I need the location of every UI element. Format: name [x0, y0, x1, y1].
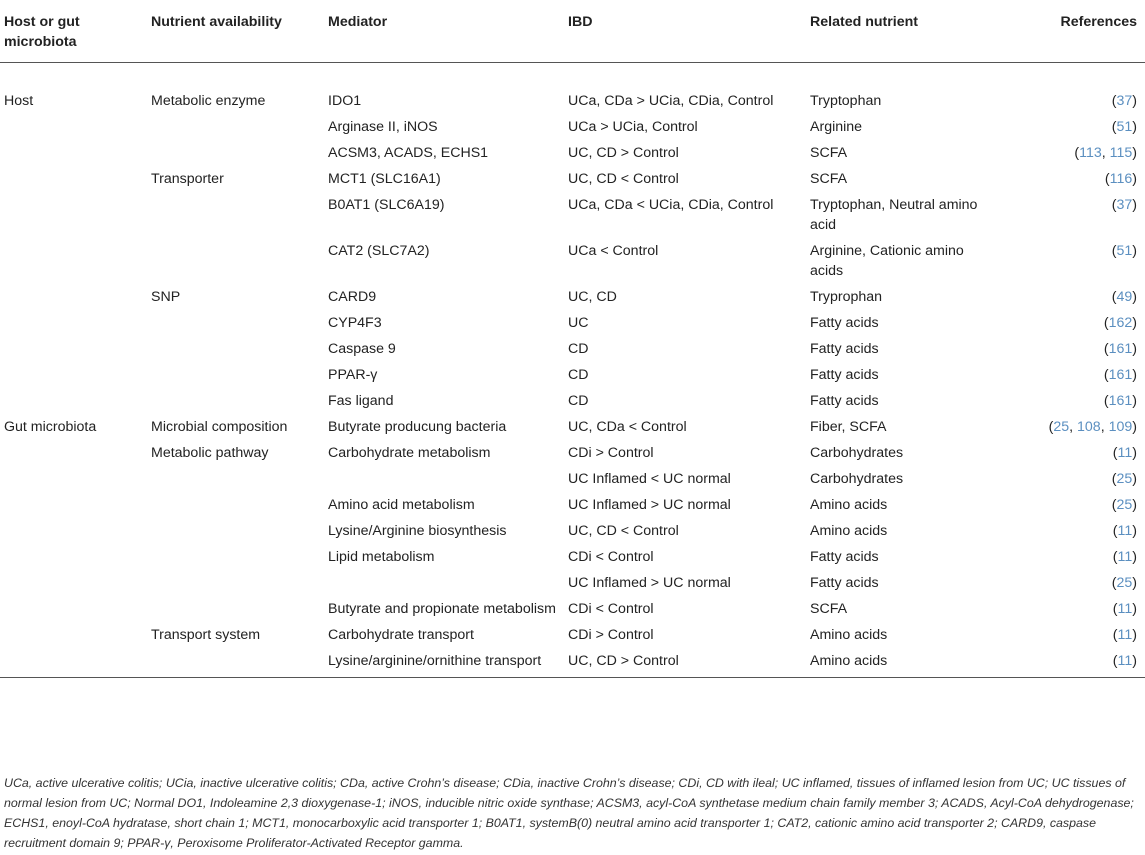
cell-related-nutrient: Fatty acids: [810, 549, 879, 565]
cell-mediator: Carbohydrate transport: [328, 627, 474, 643]
cell-ibd: UC, CD > Control: [568, 653, 679, 669]
reference-link[interactable]: 25: [1116, 497, 1133, 513]
cell-host: [0, 192, 147, 238]
cell-nutrient-availability: [147, 570, 324, 596]
reference-link[interactable]: 25: [1116, 471, 1133, 487]
reference-link[interactable]: 11: [1117, 523, 1133, 539]
cell-mediator: B0AT1 (SLC6A19): [328, 197, 445, 213]
cell-ibd: UC Inflamed < UC normal: [568, 471, 731, 487]
table-row: [0, 362, 1145, 388]
cell-related-nutrient: Tryptophan: [810, 93, 882, 109]
cell-host: [0, 238, 147, 284]
cell-related-nutrient: Arginine, Cationic amino acids: [810, 243, 964, 279]
cell-nutrient-availability: [147, 336, 324, 362]
header-host: Host or gut microbiota: [4, 14, 80, 50]
cell-related-nutrient: Amino acids: [810, 653, 888, 669]
cell-related-nutrient: SCFA: [810, 601, 848, 617]
header-nutrient: Nutrient availability: [151, 14, 282, 30]
cell-host: [0, 544, 147, 570]
cell-related-nutrient: Amino acids: [810, 497, 888, 513]
cell-mediator: IDO1: [328, 93, 362, 109]
cell-references: (51): [1111, 243, 1137, 259]
table-row: [0, 192, 1145, 238]
reference-link[interactable]: 51: [1116, 119, 1133, 135]
cell-mediator: PPAR-γ: [328, 367, 378, 383]
table-row: [0, 284, 1145, 310]
cell-ibd: UC, CD < Control: [568, 171, 679, 187]
table-row: [0, 570, 1145, 596]
reference-link[interactable]: 161: [1108, 367, 1133, 383]
cell-nutrient-availability: [147, 544, 324, 570]
cell-references: (25): [1111, 471, 1137, 487]
cell-ibd: CDi > Control: [568, 445, 654, 461]
table-row: [0, 140, 1145, 166]
cell-nutrient-availability: [147, 466, 324, 492]
cell-ibd: CDi < Control: [568, 601, 654, 617]
cell-related-nutrient: Fatty acids: [810, 315, 879, 331]
cell-host: [0, 596, 147, 622]
cell-ibd: UC, CD: [568, 289, 617, 305]
cell-mediator: Lysine/Arginine biosynthesis: [328, 523, 507, 539]
table-row: [0, 518, 1145, 544]
cell-related-nutrient: Fatty acids: [810, 341, 879, 357]
cell-related-nutrient: Fatty acids: [810, 575, 879, 591]
cell-nutrient-availability: [147, 596, 324, 622]
cell-mediator: Amino acid metabolism: [328, 497, 475, 513]
reference-link[interactable]: 11: [1117, 601, 1133, 617]
reference-link[interactable]: 116: [1109, 171, 1133, 187]
cell-references: (11): [1112, 445, 1137, 461]
cell-related-nutrient: Fatty acids: [810, 367, 879, 383]
table-row: [0, 63, 1145, 115]
cell-references: (116): [1104, 171, 1137, 187]
table-row: [0, 310, 1145, 336]
cell-related-nutrient: SCFA: [810, 145, 848, 161]
cell-nutrient-availability: [147, 192, 324, 238]
reference-link[interactable]: 51: [1116, 243, 1133, 259]
cell-ibd: UCa, CDa > UCia, CDia, Control: [568, 93, 774, 109]
header-row: [0, 0, 1145, 63]
reference-link[interactable]: 11: [1117, 445, 1133, 461]
cell-host: [0, 166, 147, 192]
cell-references: (51): [1111, 119, 1137, 135]
cell-references: (37): [1111, 93, 1137, 109]
reference-link[interactable]: 37: [1116, 197, 1133, 213]
table-row: [0, 238, 1145, 284]
cell-related-nutrient: Carbohydrates: [810, 445, 904, 461]
header-ibd: IBD: [568, 14, 593, 30]
cell-references: (11): [1112, 627, 1137, 643]
cell-mediator: [324, 570, 564, 596]
cell-references: (11): [1112, 601, 1137, 617]
reference-link[interactable]: 49: [1116, 289, 1133, 305]
table-row: [0, 596, 1145, 622]
cell-references: (37): [1111, 197, 1137, 213]
cell-related-nutrient: Tryptophan, Neutral amino acid: [810, 197, 978, 233]
reference-link[interactable]: 11: [1117, 549, 1133, 565]
cell-host: [0, 140, 147, 166]
cell-host: [0, 622, 147, 648]
cell-ibd: UCa, CDa < UCia, CDia, Control: [568, 197, 774, 213]
cell-ibd: UC Inflamed > UC normal: [568, 575, 731, 591]
cell-nutrient-availability: [147, 238, 324, 284]
cell-references: (11): [1112, 653, 1137, 669]
reference-link[interactable]: 161: [1108, 341, 1133, 357]
cell-nutrient-availability: [147, 140, 324, 166]
cell-ibd: CD: [568, 341, 589, 357]
cell-ibd: CD: [568, 393, 589, 409]
header-mediator: Mediator: [328, 14, 388, 30]
cell-references: (11): [1112, 549, 1137, 565]
cell-host: [0, 570, 147, 596]
reference-link[interactable]: 11: [1117, 653, 1133, 669]
cell-ibd: UC Inflamed > UC normal: [568, 497, 731, 513]
cell-nutrient-availability: [147, 648, 324, 678]
cell-references: (162): [1103, 315, 1137, 331]
cell-host: Host: [4, 93, 34, 109]
cell-nutrient-availability: [147, 388, 324, 414]
cell-ibd: UCa > UCia, Control: [568, 119, 698, 135]
cell-ibd: CDi > Control: [568, 627, 654, 643]
table-row: [0, 440, 1145, 466]
cell-nutrient-availability: SNP: [151, 289, 181, 305]
cell-mediator: ACSM3, ACADS, ECHS1: [328, 145, 489, 161]
cell-nutrient-availability: Transporter: [151, 171, 224, 187]
reference-link[interactable]: 11: [1117, 627, 1133, 643]
reference-link[interactable]: 25: [1053, 419, 1070, 435]
table-row: [0, 648, 1145, 678]
reference-link[interactable]: 113: [1079, 145, 1102, 161]
cell-mediator: MCT1 (SLC16A1): [328, 171, 441, 187]
table-row: [0, 544, 1145, 570]
reference-link[interactable]: 25: [1116, 575, 1133, 591]
cell-related-nutrient: Fiber, SCFA: [810, 419, 887, 435]
cell-ibd: UC: [568, 315, 589, 331]
cell-related-nutrient: Carbohydrates: [810, 471, 904, 487]
cell-mediator: Lysine/arginine/ornithine transport: [328, 653, 542, 669]
cell-mediator: Caspase 9: [328, 341, 396, 357]
cell-ibd: UCa < Control: [568, 243, 659, 259]
header-references: References: [1060, 14, 1137, 30]
cell-host: [0, 466, 147, 492]
cell-ibd: UC, CD > Control: [568, 145, 679, 161]
table-row: [0, 466, 1145, 492]
cell-references: (25): [1111, 575, 1137, 591]
table-row: [0, 114, 1145, 140]
reference-link[interactable]: 108: [1077, 419, 1101, 435]
cell-nutrient-availability: [147, 114, 324, 140]
cell-host: [0, 362, 147, 388]
cell-mediator: Fas ligand: [328, 393, 394, 409]
cell-references: (161): [1103, 367, 1137, 383]
cell-references: (113, 115): [1074, 145, 1137, 161]
reference-link[interactable]: 109: [1108, 419, 1133, 435]
cell-host: [0, 310, 147, 336]
table-row: [0, 166, 1145, 192]
cell-references: (25): [1111, 497, 1137, 513]
cell-host: [0, 284, 147, 310]
cell-host: [0, 492, 147, 518]
cell-references: (161): [1103, 341, 1137, 357]
cell-nutrient-availability: [147, 492, 324, 518]
cell-related-nutrient: Fatty acids: [810, 393, 879, 409]
cell-host: [0, 518, 147, 544]
cell-nutrient-availability: Microbial composition: [151, 419, 288, 435]
cell-mediator: Butyrate and propionate metabolism: [328, 601, 556, 617]
cell-ibd: UC, CDa < Control: [568, 419, 687, 435]
table-footnote: UCa, active ulcerative colitis; UCia, inactive ulcerative colitis; CDa, active Crohn’s disease; CDia, inactive Crohn’s disease; CDi, CD with ileal; UC inflamed, tissues of inflamed lesion from UC; UC tissues of normal lesion from UC; Normal DO1, Indoleamine 2,3 dioxygenase-1; iNOS, inducible nitric oxide synthase; ACSM3, acyl-CoA synthetase medium chain family member 3; ACADS, Acyl-CoA dehydrogenase; ECHS1, enoyl-CoA hydratase, short chain 1; MCT1, monocarboxylic acid transporter 1; B0AT1, systemB(0) neutral amino acid transporter 1; CAT2, cationic amino acid transporter 2; CARD9, caspase recruitment domain 9; PPAR-γ, Peroxisome Proliferator-Activated Receptor gamma.: [4, 776, 1134, 850]
cell-host: Gut microbiota: [4, 419, 97, 435]
cell-related-nutrient: Amino acids: [810, 523, 888, 539]
cell-host: [0, 648, 147, 678]
reference-link[interactable]: 115: [1109, 145, 1133, 161]
cell-host: [0, 336, 147, 362]
cell-host: [0, 114, 147, 140]
table-row: [0, 622, 1145, 648]
cell-ibd: CD: [568, 367, 589, 383]
cell-references: (161): [1103, 393, 1137, 409]
cell-references: (49): [1111, 289, 1137, 305]
cell-host: [0, 388, 147, 414]
cell-related-nutrient: SCFA: [810, 171, 848, 187]
table-row: [0, 492, 1145, 518]
cell-mediator: CAT2 (SLC7A2): [328, 243, 430, 259]
reference-link[interactable]: 161: [1108, 393, 1133, 409]
table-row: [0, 388, 1145, 414]
cell-mediator: Carbohydrate metabolism: [328, 445, 491, 461]
cell-nutrient-availability: Metabolic enzyme: [151, 93, 266, 109]
cell-ibd: UC, CD < Control: [568, 523, 679, 539]
table-header: [0, 0, 1145, 63]
reference-link[interactable]: 162: [1108, 315, 1133, 331]
table-body: [0, 63, 1145, 678]
cell-references: (11): [1112, 523, 1137, 539]
table-row: [0, 336, 1145, 362]
cell-mediator: CYP4F3: [328, 315, 382, 331]
cell-nutrient-availability: [147, 362, 324, 388]
cell-mediator: Butyrate producung bacteria: [328, 419, 507, 435]
cell-ibd: CDi < Control: [568, 549, 654, 565]
cell-mediator: Lipid metabolism: [328, 549, 435, 565]
table-row: [0, 414, 1145, 440]
cell-nutrient-availability: [147, 310, 324, 336]
cell-related-nutrient: Arginine: [810, 119, 863, 135]
cell-mediator: CARD9: [328, 289, 377, 305]
cell-nutrient-availability: Transport system: [151, 627, 261, 643]
cell-host: [0, 440, 147, 466]
reference-link[interactable]: 37: [1116, 93, 1133, 109]
header-related-nutrient: Related nutrient: [810, 14, 918, 30]
cell-nutrient-availability: [147, 518, 324, 544]
cell-mediator: Arginase II, iNOS: [328, 119, 438, 135]
cell-nutrient-availability: Metabolic pathway: [151, 445, 269, 461]
cell-related-nutrient: Tryprophan: [810, 289, 883, 305]
cell-mediator: [324, 466, 564, 492]
cell-references: (25, 108, 109): [1048, 419, 1137, 435]
cell-related-nutrient: Amino acids: [810, 627, 888, 643]
